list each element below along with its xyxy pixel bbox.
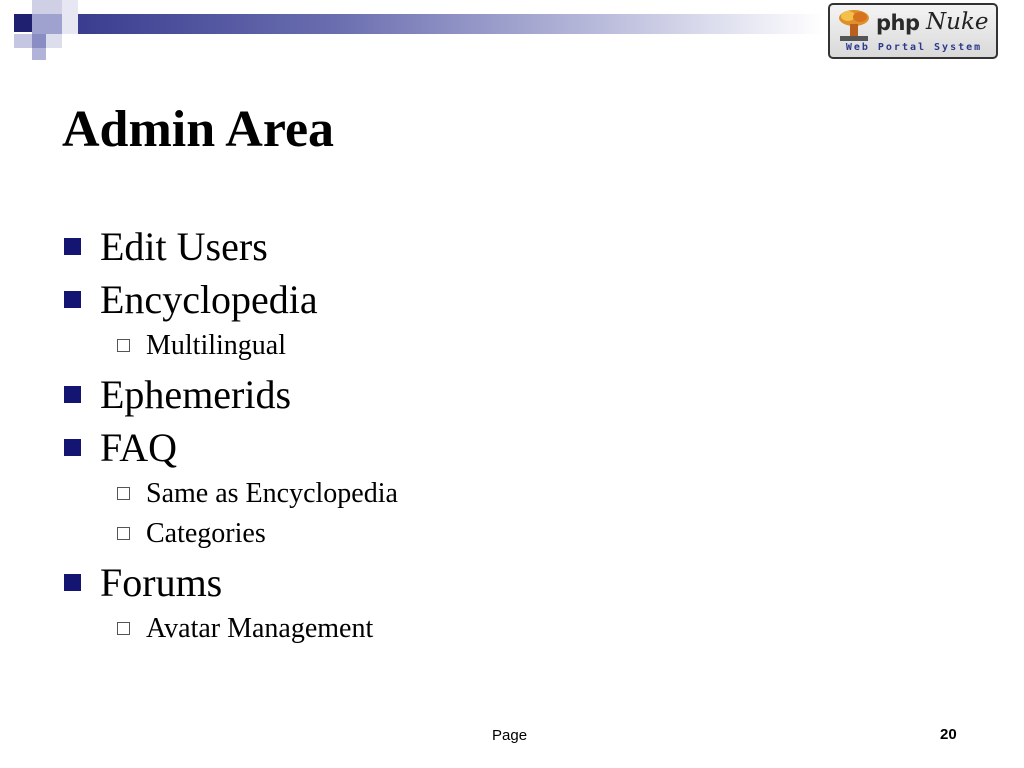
banner-square-light	[32, 0, 62, 14]
bullet-text: Ephemerids	[100, 372, 292, 417]
logo-nuke-text: Nuke	[926, 9, 989, 35]
sub-bullet-item	[64, 609, 964, 649]
bullet-item	[64, 273, 964, 326]
sub-bullet-text: Same as Encyclopedia	[146, 478, 398, 509]
banner-square-pale	[62, 0, 78, 34]
banner-square-faint	[46, 34, 62, 48]
top-gradient-band	[78, 14, 824, 34]
sub-bullet-text: Categories	[146, 518, 266, 549]
banner-square-mid	[32, 14, 62, 34]
footer-page-label: Page	[492, 727, 528, 744]
filled-square-bullet-icon	[64, 291, 81, 308]
filled-square-bullet-icon	[64, 439, 81, 456]
page-number: 20	[940, 726, 957, 743]
bullet-list	[64, 220, 964, 649]
bullet-text: FAQ	[100, 425, 178, 470]
sub-bullet-text: Avatar Management	[146, 613, 374, 644]
bullet-item	[64, 556, 964, 609]
bullet-text: Forums	[100, 560, 223, 605]
phpnuke-logo	[828, 3, 998, 59]
sub-bullet-text: Multilingual	[146, 330, 286, 361]
banner-square-soft	[14, 34, 32, 48]
sub-bullet-item	[64, 326, 964, 366]
bullet-item	[64, 220, 964, 273]
hollow-square-bullet-icon	[117, 527, 130, 540]
bullet-item	[64, 368, 964, 421]
filled-square-bullet-icon	[64, 574, 81, 591]
banner-square-lilac	[32, 48, 46, 60]
sub-bullet-item	[64, 514, 964, 554]
bullet-text: Edit Users	[100, 224, 268, 269]
bullet-text: Encyclopedia	[100, 277, 318, 322]
filled-square-bullet-icon	[64, 386, 81, 403]
banner-square-dark	[14, 14, 32, 32]
hollow-square-bullet-icon	[117, 339, 130, 352]
sub-bullet-item	[64, 474, 964, 514]
bullet-item	[64, 421, 964, 474]
logo-tagline: Web Portal System	[845, 42, 983, 53]
hollow-square-bullet-icon	[117, 622, 130, 635]
filled-square-bullet-icon	[64, 238, 81, 255]
hollow-square-bullet-icon	[117, 487, 130, 500]
logo-php-text: php	[876, 11, 920, 35]
slide-title: Admin Area	[62, 101, 335, 158]
banner-square-medium	[32, 34, 46, 48]
